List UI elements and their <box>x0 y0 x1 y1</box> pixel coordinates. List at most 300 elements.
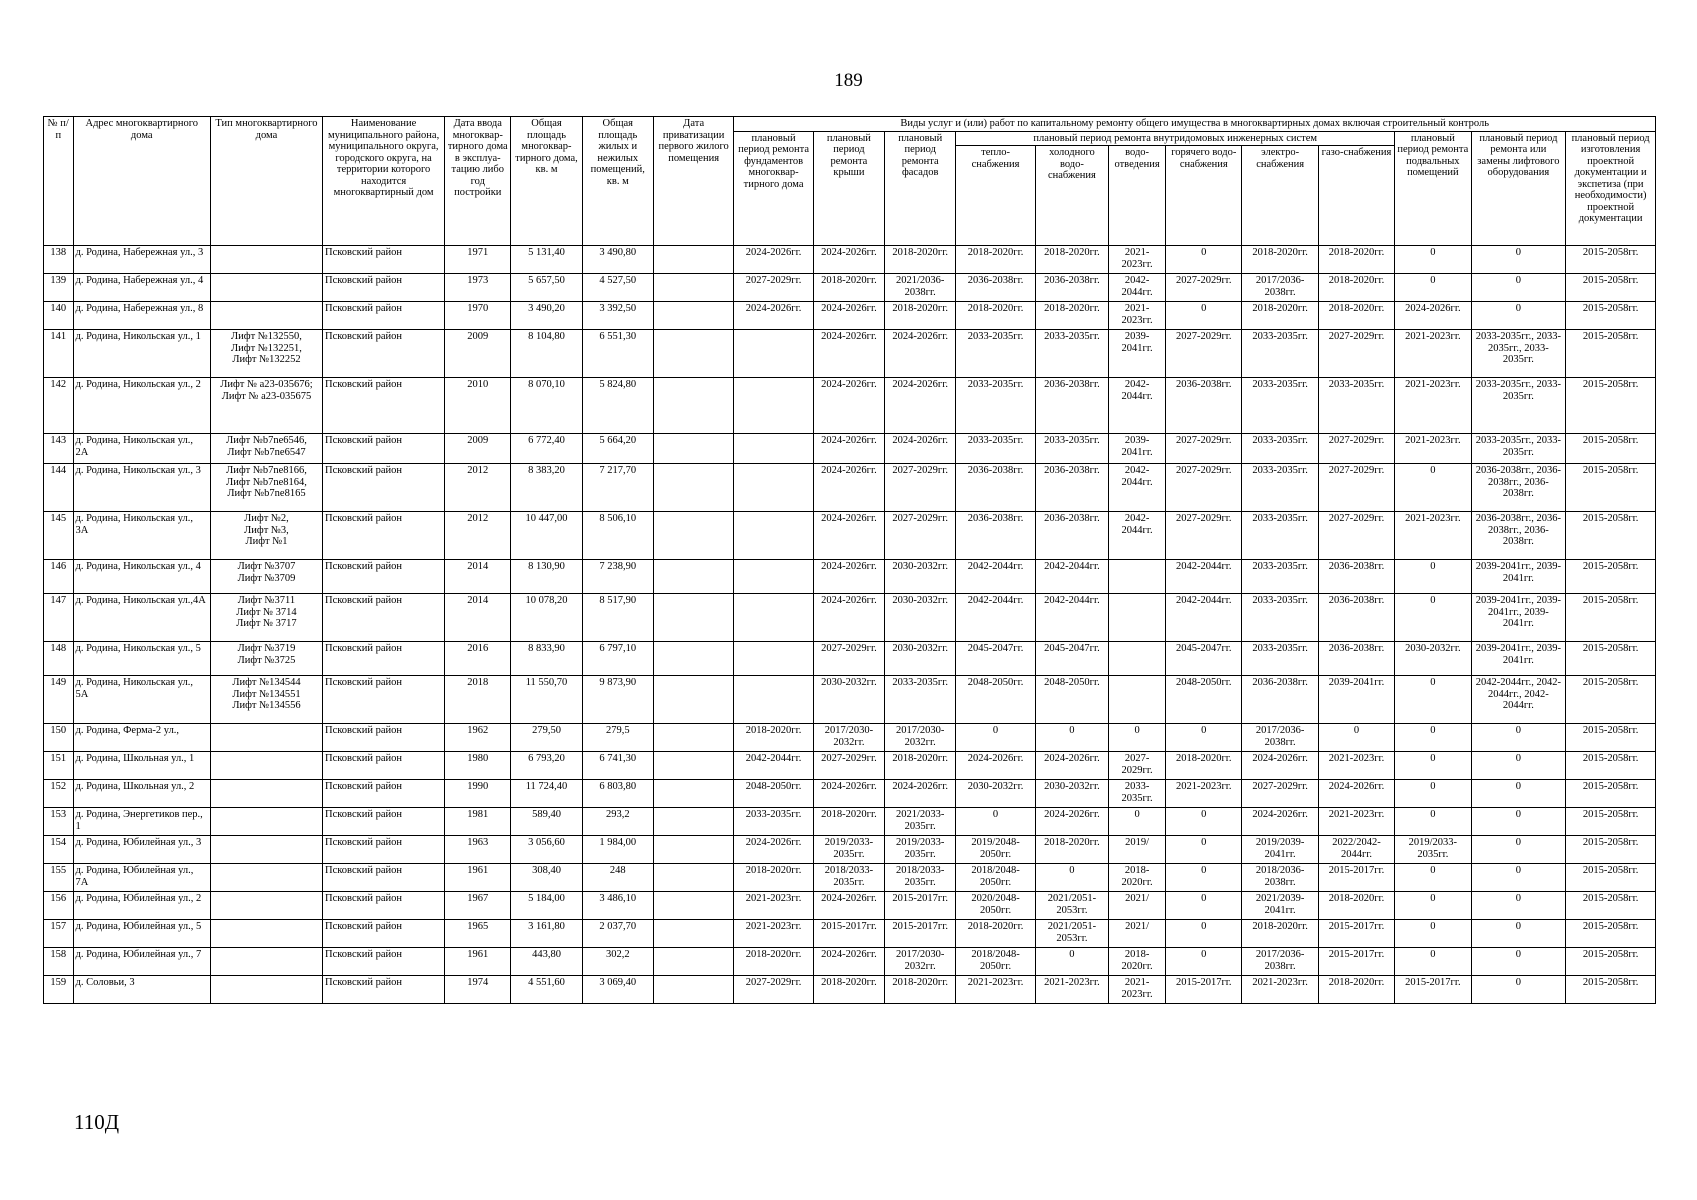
table-row <box>44 642 1656 676</box>
cell-design: 2015-2058гг. <box>1566 378 1656 434</box>
cell-privatization <box>653 752 733 780</box>
cell-basement: 0 <box>1395 594 1471 642</box>
cell-living-area: 6 797,10 <box>582 642 653 676</box>
cell-year: 2014 <box>445 560 511 594</box>
cell-elevator: 2033-2035гг., 2033-2035гг. <box>1471 378 1566 434</box>
cell-electric: 2033-2035гг. <box>1242 512 1318 560</box>
header-heat: тепло-снабжения <box>956 146 1035 246</box>
cell-district: Псковский район <box>322 594 444 642</box>
elevator-id: Лифт №134551 <box>232 688 301 700</box>
cell-type <box>210 594 322 642</box>
cell-gas: 2036-2038гг. <box>1318 560 1394 594</box>
cell-hot-water: 0 <box>1166 864 1242 892</box>
table-row <box>44 274 1656 302</box>
cell-roof: 2015-2017гг. <box>813 920 884 948</box>
cell-type <box>210 892 322 920</box>
cell-type <box>210 676 322 724</box>
cell-year: 1965 <box>445 920 511 948</box>
cell-type <box>210 836 322 864</box>
elevator-id: Лифт №b7ne8164, <box>226 476 307 488</box>
cell-num: 144 <box>44 464 74 512</box>
cell-roof: 2024-2026гг. <box>813 594 884 642</box>
cell-num: 138 <box>44 246 74 274</box>
header-basement: плановый период ремонта подвальных помещений <box>1395 131 1471 246</box>
cell-elevator: 0 <box>1471 752 1566 780</box>
cell-hot-water: 2021-2023гг. <box>1166 780 1242 808</box>
cell-sewer: 2021/ <box>1109 892 1166 920</box>
cell-sewer: 0 <box>1109 724 1166 752</box>
cell-roof: 2019/2033-2035гг. <box>813 836 884 864</box>
cell-basement: 2021-2023гг. <box>1395 330 1471 378</box>
cell-year: 1962 <box>445 724 511 752</box>
cell-facade: 2024-2026гг. <box>885 330 956 378</box>
cell-num: 153 <box>44 808 74 836</box>
cell-type <box>210 434 322 464</box>
cell-address: д. Родина, Никольская ул., 1 <box>73 330 210 378</box>
cell-district: Псковский район <box>322 512 444 560</box>
header-privatization: Дата приватизации первого жилого помещения <box>653 117 733 246</box>
cell-heat: 2033-2035гг. <box>956 434 1035 464</box>
cell-living-area: 7 238,90 <box>582 560 653 594</box>
cell-basement: 0 <box>1395 864 1471 892</box>
cell-roof: 2024-2026гг. <box>813 780 884 808</box>
table-row <box>44 676 1656 724</box>
cell-type <box>210 724 322 752</box>
cell-address: д. Родина, Юбилейная ул., 5 <box>73 920 210 948</box>
cell-privatization <box>653 378 733 434</box>
cell-gas: 2015-2017гг. <box>1318 864 1394 892</box>
cell-basement: 0 <box>1395 560 1471 594</box>
cell-electric: 2033-2035гг. <box>1242 378 1318 434</box>
cell-design: 2015-2058гг. <box>1566 274 1656 302</box>
cell-design: 2015-2058гг. <box>1566 594 1656 642</box>
cell-year: 2009 <box>445 330 511 378</box>
header-works-group: Виды услуг и (или) работ по капитальному ремонту общего имущества в многоквартирных домах включая строительный контроль <box>734 117 1656 132</box>
cell-electric: 2036-2038гг. <box>1242 676 1318 724</box>
cell-privatization <box>653 274 733 302</box>
cell-total-area: 5 131,40 <box>511 246 582 274</box>
cell-total-area: 11 550,70 <box>511 676 582 724</box>
cell-roof: 2024-2026гг. <box>813 378 884 434</box>
cell-address: д. Родина, Школьная ул., 2 <box>73 780 210 808</box>
cell-basement: 0 <box>1395 752 1471 780</box>
cell-cold-water: 2024-2026гг. <box>1035 752 1108 780</box>
cell-total-area: 443,80 <box>511 948 582 976</box>
cell-design: 2015-2058гг. <box>1566 246 1656 274</box>
cell-foundation: 2048-2050гг. <box>734 780 813 808</box>
cell-roof: 2018/2033-2035гг. <box>813 864 884 892</box>
cell-sewer: 2021-2023гг. <box>1109 976 1166 1004</box>
cell-hot-water: 0 <box>1166 948 1242 976</box>
cell-district: Псковский район <box>322 836 444 864</box>
cell-cold-water: 2045-2047гг. <box>1035 642 1108 676</box>
table-row <box>44 594 1656 642</box>
cell-gas: 2021-2023гг. <box>1318 808 1394 836</box>
header-gas: газо-снабжения <box>1318 146 1394 246</box>
cell-hot-water: 2027-2029гг. <box>1166 512 1242 560</box>
cell-gas: 2022/2042-2044гг. <box>1318 836 1394 864</box>
cell-total-area: 10 447,00 <box>511 512 582 560</box>
cell-total-area: 279,50 <box>511 724 582 752</box>
cell-year: 2014 <box>445 594 511 642</box>
cell-foundation: 2027-2029гг. <box>734 976 813 1004</box>
cell-sewer: 2039-2041гг. <box>1109 434 1166 464</box>
cell-year: 1974 <box>445 976 511 1004</box>
cell-elevator: 0 <box>1471 302 1566 330</box>
cell-year: 1971 <box>445 246 511 274</box>
cell-year: 2018 <box>445 676 511 724</box>
table-row <box>44 434 1656 464</box>
cell-heat: 2020/2048-2050гг. <box>956 892 1035 920</box>
cell-address: д. Родина, Никольская ул., 3 <box>73 464 210 512</box>
cell-privatization <box>653 512 733 560</box>
cell-sewer: 2021-2023гг. <box>1109 246 1166 274</box>
cell-living-area: 3 392,50 <box>582 302 653 330</box>
cell-facade: 2021/2033-2035гг. <box>885 808 956 836</box>
cell-type <box>210 512 322 560</box>
cell-district: Псковский район <box>322 274 444 302</box>
cell-foundation <box>734 594 813 642</box>
cell-privatization <box>653 808 733 836</box>
cell-address: д. Родина, Юбилейная ул., 7 <box>73 948 210 976</box>
cell-foundation <box>734 676 813 724</box>
cell-basement: 0 <box>1395 676 1471 724</box>
cell-facade: 2024-2026гг. <box>885 434 956 464</box>
cell-elevator: 0 <box>1471 780 1566 808</box>
cell-district: Псковский район <box>322 808 444 836</box>
cell-type <box>210 780 322 808</box>
cell-facade: 2027-2029гг. <box>885 464 956 512</box>
cell-hot-water: 2018-2020гг. <box>1166 752 1242 780</box>
cell-gas: 0 <box>1318 724 1394 752</box>
cell-sewer: 2018-2020гг. <box>1109 948 1166 976</box>
table-row <box>44 560 1656 594</box>
cell-num: 157 <box>44 920 74 948</box>
cell-living-area: 4 527,50 <box>582 274 653 302</box>
cell-num: 147 <box>44 594 74 642</box>
cell-gas: 2039-2041гг. <box>1318 676 1394 724</box>
cell-living-area: 1 984,00 <box>582 836 653 864</box>
cell-district: Псковский район <box>322 464 444 512</box>
cell-hot-water: 2027-2029гг. <box>1166 330 1242 378</box>
table-row <box>44 464 1656 512</box>
table-row <box>44 892 1656 920</box>
cell-basement: 0 <box>1395 246 1471 274</box>
cell-district: Псковский район <box>322 302 444 330</box>
cell-cold-water: 2048-2050гг. <box>1035 676 1108 724</box>
cell-num: 143 <box>44 434 74 464</box>
cell-elevator: 2033-2035гг., 2033-2035гг. <box>1471 434 1566 464</box>
cell-heat: 2045-2047гг. <box>956 642 1035 676</box>
cell-basement: 0 <box>1395 274 1471 302</box>
cell-living-area: 3 486,10 <box>582 892 653 920</box>
cell-total-area: 6 772,40 <box>511 434 582 464</box>
cell-foundation <box>734 642 813 676</box>
cell-address: д. Родина, Никольская ул., 2 <box>73 378 210 434</box>
cell-district: Псковский район <box>322 246 444 274</box>
cell-address: д. Родина, Никольская ул., 4 <box>73 560 210 594</box>
cell-address: д. Родина, Никольская ул., 2А <box>73 434 210 464</box>
cell-num: 140 <box>44 302 74 330</box>
cell-privatization <box>653 330 733 378</box>
table-row <box>44 864 1656 892</box>
cell-year: 1981 <box>445 808 511 836</box>
cell-hot-water: 2048-2050гг. <box>1166 676 1242 724</box>
cell-living-area: 3 490,80 <box>582 246 653 274</box>
elevator-id: Лифт №3, <box>244 524 289 536</box>
cell-district: Псковский район <box>322 642 444 676</box>
cell-privatization <box>653 976 733 1004</box>
cell-address: д. Родина, Набережная ул., 4 <box>73 274 210 302</box>
cell-electric: 2033-2035гг. <box>1242 560 1318 594</box>
cell-facade: 2018-2020гг. <box>885 976 956 1004</box>
cell-facade: 2017/2030-2032гг. <box>885 948 956 976</box>
elevator-id: Лифт №132252 <box>232 354 301 365</box>
cell-roof: 2027-2029гг. <box>813 642 884 676</box>
elevator-id: Лифт №b7ne6546, <box>226 435 307 446</box>
cell-basement: 0 <box>1395 892 1471 920</box>
cell-district: Псковский район <box>322 780 444 808</box>
cell-privatization <box>653 864 733 892</box>
cell-privatization <box>653 594 733 642</box>
cell-foundation: 2024-2026гг. <box>734 836 813 864</box>
cell-privatization <box>653 892 733 920</box>
cell-total-area: 8 070,10 <box>511 378 582 434</box>
cell-type <box>210 864 322 892</box>
table-row <box>44 512 1656 560</box>
table-row <box>44 948 1656 976</box>
elevator-id: Лифт №b7ne8166, <box>226 465 307 476</box>
cell-facade: 2018/2033-2035гг. <box>885 864 956 892</box>
cell-foundation: 2018-2020гг. <box>734 864 813 892</box>
cell-living-area: 3 069,40 <box>582 976 653 1004</box>
cell-privatization <box>653 948 733 976</box>
cell-type <box>210 642 322 676</box>
cell-type <box>210 560 322 594</box>
cell-electric: 2018-2020гг. <box>1242 302 1318 330</box>
cell-district: Псковский район <box>322 948 444 976</box>
cell-design: 2015-2058гг. <box>1566 302 1656 330</box>
cell-living-area: 248 <box>582 864 653 892</box>
cell-sewer <box>1109 560 1166 594</box>
cell-electric: 2017/2036-2038гг. <box>1242 724 1318 752</box>
cell-cold-water: 2033-2035гг. <box>1035 330 1108 378</box>
cell-elevator: 2036-2038гг., 2036-2038гг., 2036-2038гг. <box>1471 512 1566 560</box>
cell-living-area: 2 037,70 <box>582 920 653 948</box>
cell-facade: 2030-2032гг. <box>885 594 956 642</box>
cell-sewer: 2042-2044гг. <box>1109 464 1166 512</box>
cell-basement: 2024-2026гг. <box>1395 302 1471 330</box>
cell-foundation <box>734 464 813 512</box>
cell-total-area: 3 056,60 <box>511 836 582 864</box>
cell-num: 148 <box>44 642 74 676</box>
cell-foundation: 2018-2020гг. <box>734 724 813 752</box>
cell-cold-water: 0 <box>1035 864 1108 892</box>
table-row <box>44 724 1656 752</box>
cell-hot-water: 0 <box>1166 808 1242 836</box>
cell-design: 2015-2058гг. <box>1566 920 1656 948</box>
cell-living-area: 5 824,80 <box>582 378 653 434</box>
cell-foundation <box>734 330 813 378</box>
cell-foundation: 2018-2020гг. <box>734 948 813 976</box>
header-foundation: плановый период ремонта фундаментов многоквар-тирного дома <box>734 131 813 246</box>
cell-electric: 2017/2036-2038гг. <box>1242 274 1318 302</box>
cell-num: 150 <box>44 724 74 752</box>
header-elevator: плановый период ремонта или замены лифтового оборудования <box>1471 131 1566 246</box>
elevator-id: Лифт №132550, <box>231 331 302 342</box>
cell-year: 2012 <box>445 512 511 560</box>
cell-total-area: 5 657,50 <box>511 274 582 302</box>
cell-hot-water: 0 <box>1166 724 1242 752</box>
cell-foundation: 2021-2023гг. <box>734 892 813 920</box>
cell-heat: 2048-2050гг. <box>956 676 1035 724</box>
table-row <box>44 752 1656 780</box>
cell-roof: 2030-2032гг. <box>813 676 884 724</box>
elevator-id: Лифт №3719 <box>237 643 296 654</box>
cell-design: 2015-2058гг. <box>1566 808 1656 836</box>
cell-gas: 2033-2035гг. <box>1318 378 1394 434</box>
cell-facade: 2015-2017гг. <box>885 920 956 948</box>
cell-gas: 2015-2017гг. <box>1318 948 1394 976</box>
cell-elevator: 2036-2038гг., 2036-2038гг., 2036-2038гг. <box>1471 464 1566 512</box>
cell-facade: 2024-2026гг. <box>885 780 956 808</box>
cell-electric: 2033-2035гг. <box>1242 434 1318 464</box>
cell-roof: 2017/2030-2032гг. <box>813 724 884 752</box>
cell-elevator: 0 <box>1471 920 1566 948</box>
cell-gas: 2015-2017гг. <box>1318 920 1394 948</box>
cell-privatization <box>653 302 733 330</box>
cell-basement: 0 <box>1395 920 1471 948</box>
cell-privatization <box>653 464 733 512</box>
cell-privatization <box>653 676 733 724</box>
cell-cold-water: 2024-2026гг. <box>1035 808 1108 836</box>
cell-address: д. Родина, Никольская ул.,4А <box>73 594 210 642</box>
header-sewer: водо-отведения <box>1109 146 1166 246</box>
cell-cold-water: 2021/2051-2053гг. <box>1035 892 1108 920</box>
cell-sewer: 2033-2035гг. <box>1109 780 1166 808</box>
cell-foundation <box>734 378 813 434</box>
cell-hot-water: 0 <box>1166 892 1242 920</box>
cell-basement: 2015-2017гг. <box>1395 976 1471 1004</box>
cell-roof: 2018-2020гг. <box>813 274 884 302</box>
cell-address: д. Родина, Набережная ул., 3 <box>73 246 210 274</box>
cell-cold-water: 2036-2038гг. <box>1035 512 1108 560</box>
cell-heat: 2018/2048-2050гг. <box>956 864 1035 892</box>
cell-electric: 2033-2035гг. <box>1242 594 1318 642</box>
cell-privatization <box>653 434 733 464</box>
cell-num: 149 <box>44 676 74 724</box>
cell-living-area: 6 551,30 <box>582 330 653 378</box>
cell-electric: 2019/2039-2041гг. <box>1242 836 1318 864</box>
cell-address: д. Родина, Никольская ул., 5А <box>73 676 210 724</box>
cell-year: 1990 <box>445 780 511 808</box>
cell-heat: 0 <box>956 808 1035 836</box>
cell-roof: 2024-2026гг. <box>813 512 884 560</box>
cell-elevator: 0 <box>1471 274 1566 302</box>
cell-elevator: 0 <box>1471 246 1566 274</box>
cell-sewer <box>1109 594 1166 642</box>
cell-elevator: 0 <box>1471 948 1566 976</box>
cell-type <box>210 330 322 378</box>
cell-address: д. Родина, Юбилейная ул., 3 <box>73 836 210 864</box>
cell-total-area: 8 833,90 <box>511 642 582 676</box>
cell-facade: 2018-2020гг. <box>885 302 956 330</box>
cell-gas: 2018-2020гг. <box>1318 302 1394 330</box>
cell-elevator: 0 <box>1471 864 1566 892</box>
cell-num: 155 <box>44 864 74 892</box>
cell-heat: 2021-2023гг. <box>956 976 1035 1004</box>
cell-facade: 2018-2020гг. <box>885 246 956 274</box>
cell-basement: 2021-2023гг. <box>1395 378 1471 434</box>
cell-privatization <box>653 780 733 808</box>
cell-cold-water: 2018-2020гг. <box>1035 302 1108 330</box>
cell-facade: 2015-2017гг. <box>885 892 956 920</box>
cell-electric: 2018-2020гг. <box>1242 246 1318 274</box>
cell-hot-water: 2042-2044гг. <box>1166 594 1242 642</box>
cell-gas: 2036-2038гг. <box>1318 642 1394 676</box>
cell-address: д. Родина, Юбилейная ул., 2 <box>73 892 210 920</box>
cell-elevator: 2033-2035гг., 2033-2035гг., 2033-2035гг. <box>1471 330 1566 378</box>
cell-living-area: 279,5 <box>582 724 653 752</box>
cell-electric: 2024-2026гг. <box>1242 752 1318 780</box>
elevator-id: Лифт №2, <box>244 513 289 524</box>
cell-type <box>210 948 322 976</box>
cell-roof: 2024-2026гг. <box>813 892 884 920</box>
cell-foundation <box>734 560 813 594</box>
elevator-id: Лифт №134544 <box>232 677 301 688</box>
cell-sewer: 2027-2029гг. <box>1109 752 1166 780</box>
elevator-id: Лифт №b7ne6547 <box>227 446 306 458</box>
elevator-id: Лифт №3725 <box>237 654 296 666</box>
cell-facade: 2033-2035гг. <box>885 676 956 724</box>
elevator-id: Лифт № 3717 <box>236 618 297 629</box>
cell-sewer: 2042-2044гг. <box>1109 378 1166 434</box>
cell-gas: 2027-2029гг. <box>1318 512 1394 560</box>
cell-cold-water: 2030-2032гг. <box>1035 780 1108 808</box>
elevator-id: Лифт №1 <box>245 536 288 547</box>
cell-gas: 2027-2029гг. <box>1318 330 1394 378</box>
cell-roof: 2018-2020гг. <box>813 808 884 836</box>
document-code: 110Д <box>74 1110 120 1134</box>
cell-heat: 2036-2038гг. <box>956 274 1035 302</box>
cell-heat: 2033-2035гг. <box>956 378 1035 434</box>
cell-heat: 2036-2038гг. <box>956 464 1035 512</box>
cell-district: Псковский район <box>322 752 444 780</box>
cell-privatization <box>653 642 733 676</box>
cell-sewer: 2018-2020гг. <box>1109 864 1166 892</box>
cell-district: Псковский район <box>322 560 444 594</box>
header-total-area: Общая площадь многоквар-тирного дома, кв. м <box>511 117 582 246</box>
cell-type <box>210 246 322 274</box>
cell-cold-water: 0 <box>1035 724 1108 752</box>
cell-sewer: 2042-2044гг. <box>1109 512 1166 560</box>
cell-total-area: 5 184,00 <box>511 892 582 920</box>
cell-num: 141 <box>44 330 74 378</box>
elevator-id: Лифт № а23-035675 <box>221 390 312 402</box>
header-district: Наименование муниципального района, муниципального округа, городского округа, на территории которого находится многоквартирный дом <box>322 117 444 246</box>
cell-district: Псковский район <box>322 976 444 1004</box>
cell-basement: 2019/2033-2035гг. <box>1395 836 1471 864</box>
cell-facade: 2017/2030-2032гг. <box>885 724 956 752</box>
header-address: Адрес многоквартирного дома <box>73 117 210 246</box>
cell-sewer: 2019/ <box>1109 836 1166 864</box>
cell-basement: 2021-2023гг. <box>1395 512 1471 560</box>
cell-electric: 2033-2035гг. <box>1242 464 1318 512</box>
cell-year: 1963 <box>445 836 511 864</box>
table-row <box>44 920 1656 948</box>
cell-heat: 2018-2020гг. <box>956 302 1035 330</box>
cell-electric: 2024-2026гг. <box>1242 808 1318 836</box>
